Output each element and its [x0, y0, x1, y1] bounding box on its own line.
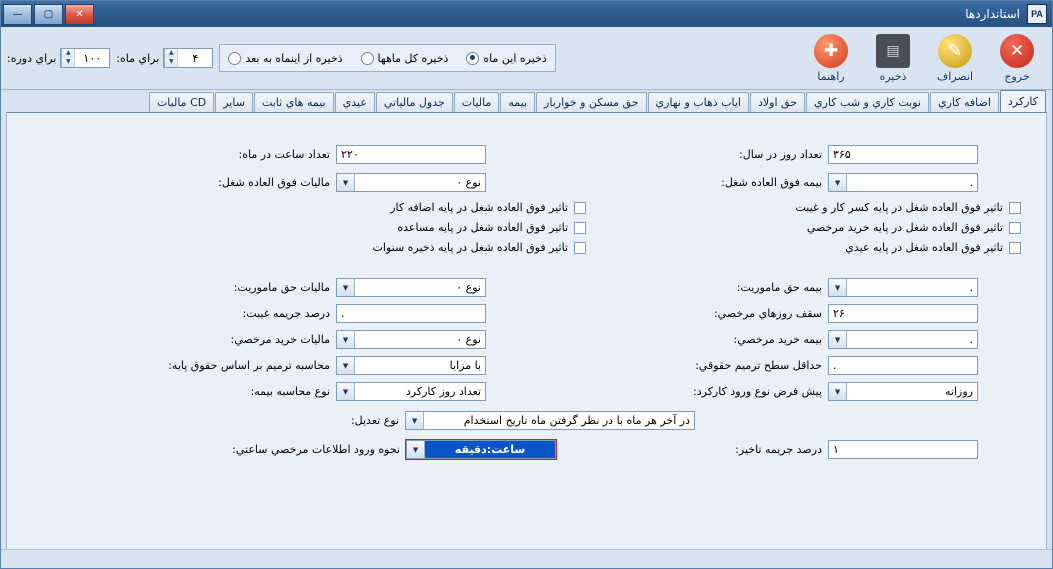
- tab-eidi[interactable]: عيدي: [335, 92, 375, 112]
- checkbox-overtime-affects-advance[interactable]: [574, 222, 586, 234]
- checkbox-overtime-affects-seniority[interactable]: [574, 242, 586, 254]
- exit-circle-icon: ✕: [1000, 34, 1034, 68]
- tab-other[interactable]: ساير: [215, 92, 253, 112]
- chevron-down-icon[interactable]: ▼: [407, 441, 425, 458]
- checkbox-overtime-affects-advance-label: تاثير فوق العاده شغل در پايه مساعده: [397, 221, 568, 234]
- lifebuoy-icon: ✚: [814, 34, 848, 68]
- mission-insurance-label: بيمه حق ماموريت:: [736, 281, 822, 294]
- tab-overtime[interactable]: اضافه كاري: [930, 92, 999, 112]
- leave-days-cap-label: سقف روزهاي مرخصي:: [713, 307, 822, 320]
- mission-insurance-value: .: [969, 281, 973, 294]
- tab-tax-table[interactable]: جدول مالياتي: [376, 92, 453, 112]
- tab-cd-tax[interactable]: CD ماليات: [149, 92, 214, 112]
- days-per-year-row: [739, 145, 978, 164]
- period-field-group: [7, 48, 110, 68]
- chevron-down-icon[interactable]: ▼: [337, 174, 355, 191]
- month-down-arrow-icon[interactable]: ▼: [164, 58, 177, 67]
- period-label: براي دوره:: [7, 51, 57, 65]
- toolbar: [1, 27, 1052, 90]
- checkbox-overtime-affects-eidi[interactable]: [1009, 242, 1021, 254]
- min-salary-adjust-row: [695, 356, 978, 375]
- tab-strip: [1, 90, 1052, 112]
- overtime-tax-combo[interactable]: [336, 173, 486, 192]
- radio-save-this-month[interactable]: [466, 52, 546, 65]
- min-salary-adjust-input[interactable]: .: [828, 356, 978, 375]
- radio-save-this-month-label: ذخيره اين ماه: [483, 51, 547, 65]
- delay-penalty-row: [735, 440, 978, 459]
- insurance-calc-type-row: [251, 382, 486, 401]
- adjust-type-row: [351, 411, 695, 430]
- overtime-insurance-row: [721, 173, 978, 192]
- chevron-down-icon[interactable]: ▼: [829, 383, 847, 400]
- tab-fixed-insurance[interactable]: بيمه هاي ثابت: [254, 92, 334, 112]
- window-title: استانداردها: [965, 7, 1020, 21]
- tab-commute-meal[interactable]: اياب ذهاب و نهاري: [648, 92, 749, 112]
- insurance-calc-type-value: تعداد روز كاركرد: [405, 385, 481, 398]
- checkbox-overtime-affects-eidi-label: تاثير فوق العاده شغل در پايه عيدي: [845, 241, 1003, 254]
- leave-buy-tax-label: ماليات خريد مرخصي:: [230, 333, 330, 346]
- insurance-calc-type-combo[interactable]: [336, 382, 486, 401]
- period-input[interactable]: [75, 49, 109, 67]
- adjust-calc-basis-row: [168, 356, 486, 375]
- checkbox-overtime-affects-seniority-row[interactable]: [373, 241, 586, 254]
- mission-tax-label: ماليات حق ماموريت:: [233, 281, 330, 294]
- toolbar-buttons: [800, 27, 1052, 89]
- hours-per-month-input[interactable]: ٢٢٠: [336, 145, 486, 164]
- adjust-calc-basis-label: محاسبه ترميم بر اساس حقوق پايه:: [168, 359, 330, 372]
- overtime-insurance-label: بيمه فوق العاده شغل:: [721, 176, 822, 189]
- radio-save-all-months[interactable]: [361, 52, 449, 65]
- checkbox-overtime-affects-absence[interactable]: [1009, 202, 1021, 214]
- overtime-tax-value: نوع ٠: [456, 176, 481, 189]
- month-stepper-arrows[interactable]: [164, 49, 178, 67]
- overtime-insurance-combo[interactable]: [828, 173, 978, 192]
- save-button-label: ذخيره: [879, 69, 907, 83]
- month-field-group: [116, 48, 213, 68]
- period-up-arrow-icon[interactable]: ▲: [61, 49, 74, 58]
- month-up-arrow-icon[interactable]: ▲: [164, 49, 177, 58]
- days-per-year-input[interactable]: ٣۶۵: [828, 145, 978, 164]
- hourly-leave-entry-label: نحوه ورود اطلاعات مرخصي ساعتي:: [232, 443, 400, 456]
- period-stepper[interactable]: [60, 48, 110, 68]
- help-button-label: راهنما: [817, 69, 845, 83]
- default-workday-type-value: روزانه: [945, 385, 973, 398]
- insurance-calc-type-label: نوع محاسبه بيمه:: [250, 385, 330, 398]
- leave-days-cap-input[interactable]: ٢۶: [828, 304, 978, 323]
- adjust-type-value: در آخر هر ماه با در نظر گرفتن ماه تاريخ استخدام: [463, 414, 690, 427]
- toolbar-fields: [1, 44, 800, 72]
- checkbox-overtime-affects-leave-buy-label: تاثير فوق العاده شغل در پايه خريد مرخصي: [806, 221, 1003, 234]
- month-label: براي ماه:: [116, 51, 160, 65]
- cancel-circle-icon: ✎: [938, 34, 972, 68]
- radio-save-from-this-month-on-label: ذخيره از اينماه به بعد: [245, 51, 343, 65]
- checkbox-overtime-affects-seniority-label: تاثير فوق العاده شغل در پايه ذخيره سنوات: [372, 241, 568, 254]
- exit-button-label: خروج: [1004, 69, 1030, 83]
- radio-save-from-this-month-on[interactable]: [228, 52, 342, 65]
- adjust-type-combo[interactable]: [405, 411, 695, 430]
- leave-buy-insurance-value: .: [969, 333, 973, 346]
- chevron-down-icon[interactable]: ▼: [337, 331, 355, 348]
- absence-penalty-label: درصد جريمه غيبت:: [242, 307, 330, 320]
- maximize-button[interactable]: ▢: [34, 4, 63, 25]
- mission-insurance-row: [737, 278, 978, 297]
- mission-insurance-combo[interactable]: [828, 278, 978, 297]
- mission-tax-combo[interactable]: [336, 278, 486, 297]
- hours-per-month-row: [239, 145, 486, 164]
- leave-buy-insurance-row: [733, 330, 978, 349]
- radio-dot-icon[interactable]: [466, 52, 479, 65]
- chevron-down-icon[interactable]: ▼: [829, 174, 847, 191]
- checkbox-overtime-affects-overtime-base[interactable]: [574, 202, 586, 214]
- period-stepper-arrows[interactable]: [61, 49, 75, 67]
- cancel-button[interactable]: [924, 28, 986, 88]
- mission-tax-row: [234, 278, 486, 297]
- adjust-calc-basis-combo[interactable]: [336, 356, 486, 375]
- mission-tax-value: نوع ٠: [456, 281, 481, 294]
- floppy-disk-icon: ▤: [876, 34, 910, 68]
- checkbox-overtime-affects-absence-label: تاثير فوق العاده شغل در پايه كسر كار و غيبت: [795, 201, 1003, 214]
- chevron-down-icon[interactable]: ▼: [829, 279, 847, 296]
- save-button[interactable]: [862, 28, 924, 88]
- leave-days-cap-row: [714, 304, 978, 323]
- checkbox-overtime-affects-absence-row[interactable]: [796, 201, 1022, 214]
- hourly-leave-entry-row: [232, 440, 556, 459]
- hourly-leave-entry-value: ساعت:دقيقه: [425, 441, 555, 458]
- leave-buy-tax-value: نوع ٠: [456, 333, 481, 346]
- chevron-down-icon[interactable]: ▼: [337, 383, 355, 400]
- tab-insurance[interactable]: بيمه: [500, 92, 535, 112]
- tab-housing-food[interactable]: حق مسكن و خواربار: [536, 92, 647, 112]
- default-workday-type-label: پيش فرض نوع ورود كاركرد:: [693, 385, 822, 398]
- default-workday-type-combo[interactable]: [828, 382, 978, 401]
- tab-child-allowance[interactable]: حق اولاد: [750, 92, 805, 112]
- overtime-tax-label: ماليات فوق العاده شغل:: [218, 176, 330, 189]
- overtime-insurance-value: .: [969, 176, 973, 189]
- radio-dot-icon[interactable]: [361, 52, 374, 65]
- checkbox-overtime-affects-advance-row[interactable]: [397, 221, 586, 234]
- absence-penalty-input[interactable]: .: [336, 304, 486, 323]
- radio-save-all-months-label: ذخيره كل ماهها: [377, 51, 449, 65]
- help-button[interactable]: [800, 28, 862, 88]
- exit-button[interactable]: [986, 28, 1048, 88]
- tab-shift-night-work[interactable]: نوبت كاري و شب كاري: [806, 92, 929, 112]
- karkard-tab-panel: [6, 112, 1047, 569]
- radio-dot-icon[interactable]: [228, 52, 241, 65]
- chevron-down-icon[interactable]: ▼: [337, 279, 355, 296]
- window-controls: [3, 4, 96, 25]
- tab-tax[interactable]: ماليات: [454, 92, 500, 112]
- hourly-leave-entry-combo[interactable]: [406, 440, 556, 459]
- leave-buy-tax-row: [231, 330, 487, 349]
- overtime-tax-row: [218, 173, 486, 192]
- default-workday-type-row: [693, 382, 978, 401]
- checkbox-overtime-affects-overtime-base-label: تاثير فوق العاده شغل در پايه اضافه كار: [390, 201, 568, 214]
- chevron-down-icon[interactable]: ▼: [829, 331, 847, 348]
- checkbox-overtime-affects-leave-buy-row[interactable]: [807, 221, 1021, 234]
- period-down-arrow-icon[interactable]: ▼: [61, 58, 74, 67]
- leave-buy-insurance-label: بيمه خريد مرخصي:: [733, 333, 822, 346]
- close-button[interactable]: ✕: [65, 4, 94, 25]
- leave-buy-insurance-combo[interactable]: [828, 330, 978, 349]
- hours-per-month-label: تعداد ساعت در ماه:: [238, 148, 330, 161]
- min-salary-adjust-label: حداقل سطح ترميم حقوقي:: [695, 359, 822, 372]
- month-input[interactable]: [178, 49, 212, 67]
- adjust-type-label: نوع تعديل:: [350, 414, 399, 427]
- absence-penalty-row: [243, 304, 486, 323]
- delay-penalty-label: درصد جريمه تاخير:: [735, 443, 822, 456]
- app-icon: PA: [1027, 4, 1047, 24]
- days-per-year-label: تعداد روز در سال:: [739, 148, 822, 161]
- cancel-button-label: انصراف: [936, 69, 974, 83]
- chevron-down-icon[interactable]: ▼: [406, 412, 424, 429]
- save-scope-radio-group: [219, 44, 555, 72]
- adjust-calc-basis-value: با مزايا: [449, 359, 481, 372]
- status-bar: [1, 549, 1052, 568]
- title-bar: [1, 1, 1052, 27]
- checkbox-overtime-affects-overtime-base-row[interactable]: [390, 201, 586, 214]
- tab-karkard[interactable]: كاركرد: [1000, 90, 1046, 112]
- checkbox-overtime-affects-leave-buy[interactable]: [1009, 222, 1021, 234]
- month-stepper[interactable]: [163, 48, 213, 68]
- delay-penalty-input[interactable]: ١: [828, 440, 978, 459]
- leave-buy-tax-combo[interactable]: [336, 330, 486, 349]
- checkbox-overtime-affects-eidi-row[interactable]: [845, 241, 1021, 254]
- chevron-down-icon[interactable]: ▼: [337, 357, 355, 374]
- minimize-button[interactable]: —: [3, 4, 32, 25]
